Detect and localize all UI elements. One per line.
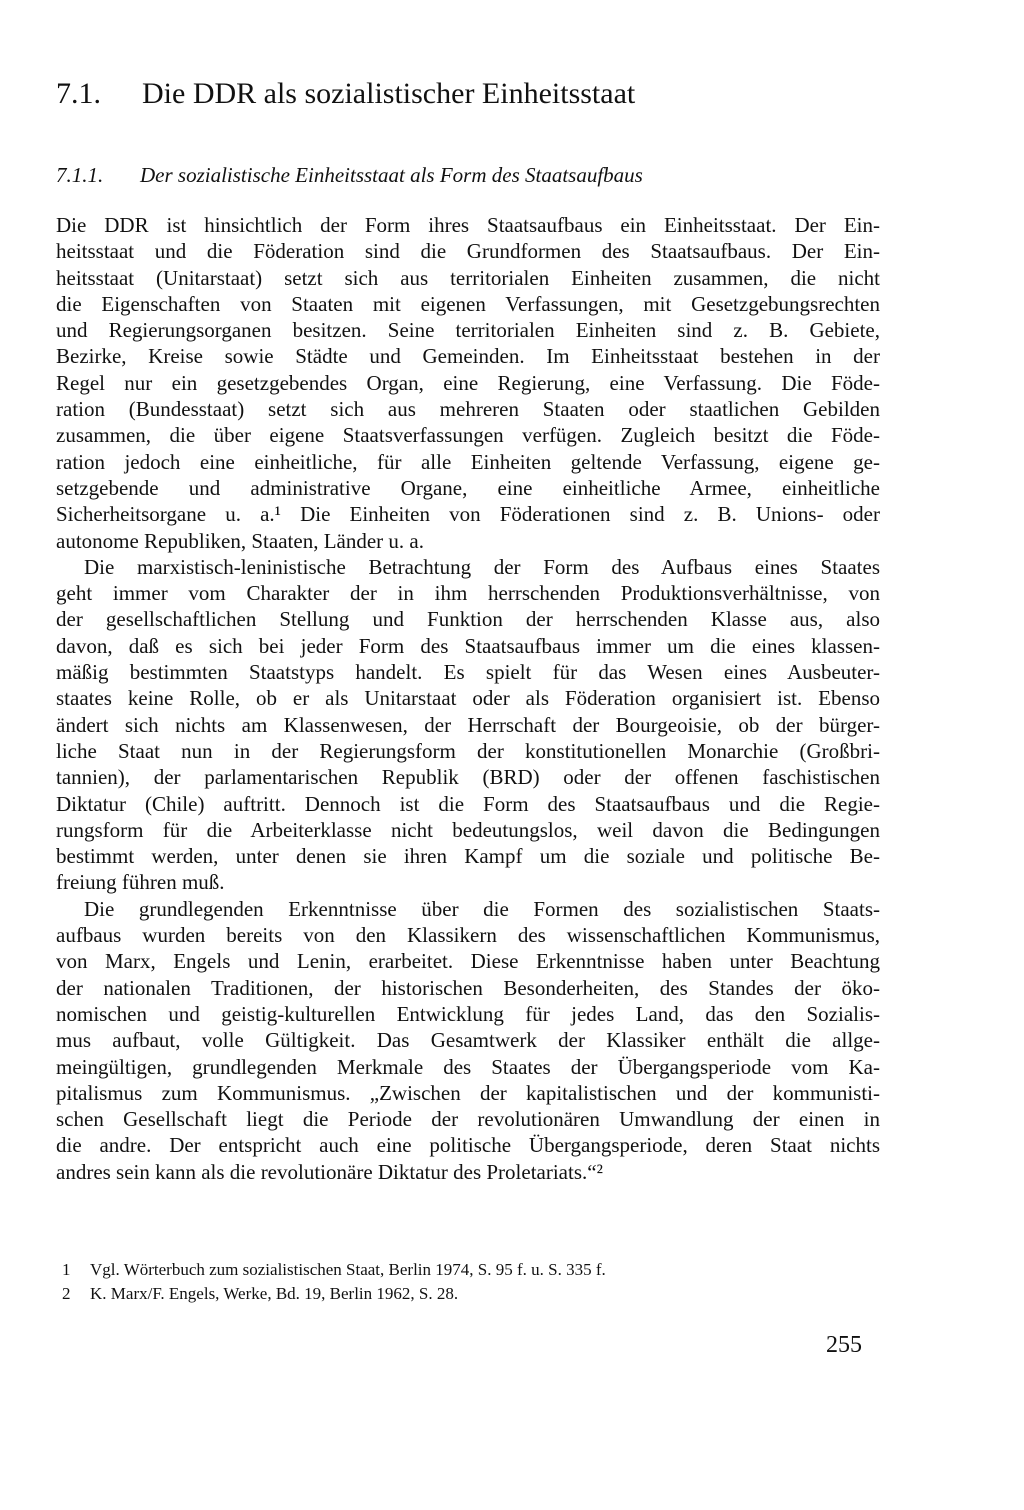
text-line: die Eigenschaften von Staaten mit eigenen Verfassungen, mit Gesetzgebungsrechten [56,291,880,316]
subsection-heading [56,160,643,190]
text-line: Die grundlegenden Erkenntnisse über die Formen des sozialistischen Staats- [84,896,880,921]
footnote [62,1258,606,1282]
text-line: ration jedoch eine einheitliche, für alle Einheiten geltende Verfassung, eigene ge- [56,449,880,474]
text-line: ändert sich nichts am Klassenwesen, der Herrschaft der Bourgeoisie, ob der bürger- [56,712,880,737]
text-line: staates keine Rolle, ob er als Unitarstaat oder als Föderation organisiert ist. Ebenso [56,686,880,711]
text-line: liche Staat nun in der Regierungsform der konstitutionellen Monarchie (Großbri- [56,738,880,763]
footnote-text: Vgl. Wörterbuch zum sozialistischen Staat, Berlin 1974, S. 95 f. u. S. 335 f. [90,1260,606,1279]
text-line: Die DDR ist hinsichtlich der Form ihres Staatsaufbaus ein Einheitsstaat. Der Ein- [56,213,880,237]
section-number: 7.1. [56,77,101,110]
paragraph [56,554,880,896]
text-line: freiung führen muß. [56,870,225,895]
footnote [62,1282,606,1306]
body-text [56,212,880,1185]
text-line: und Regierungsorganen besitzen. Seine territorialen Einheiten sind z. B. Gebiete, [56,318,880,343]
text-line: pitalismus zum Kommunismus. „Zwischen der kapitalistischen und der kommunisti- [56,1080,880,1105]
text-line: der nationalen Traditionen, der historischen Besonderheiten, des Standes der öko- [56,975,880,1000]
footnote-number: 1 [62,1260,71,1279]
text-line: Die marxistisch-leninistische Betrachtung der Form des Aufbaus eines Staates [84,554,880,579]
text-line: setzgebende und administrative Organe, eine einheitliche Armee, einheitliche [56,475,880,500]
text-line: von Marx, Engels und Lenin, erarbeitet. Diese Erkenntnisse haben unter Beachtung [56,949,880,974]
text-line: Bezirke, Kreise sowie Städte und Gemeinden. Im Einheitsstaat bestehen in der [56,344,880,369]
text-line: ration (Bundesstaat) setzt sich aus mehreren Staaten oder staatlichen Gebilden [56,397,880,422]
text-line: bestimmt werden, unter denen sie ihren Kampf um die soziale und politische Be- [56,844,880,869]
text-line: nomischen und geistig-kulturellen Entwicklung für jedes Land, das den Sozialis- [56,1001,880,1026]
footnote-number: 2 [62,1284,71,1303]
text-line: Sicherheitsorgane u. a.¹ Die Einheiten von Föderationen sind z. B. Unions- oder [56,502,880,527]
text-line: Regel nur ein gesetzgebendes Organ, eine Regierung, eine Verfassung. Die Föde- [56,370,880,395]
text-line: autonome Republiken, Staaten, Länder u. a. [56,528,424,553]
text-line: rungsform für die Arbeiterklasse nicht bedeutungslos, weil davon die Bedingungen [56,817,880,842]
text-line: mus aufbaut, volle Gültigkeit. Das Gesamtwerk der Klassiker enthält die allge- [56,1028,880,1053]
subsection-number: 7.1.1. [56,163,104,187]
paragraph [56,212,880,554]
text-line: der gesellschaftlichen Stellung und Funktion der herrschenden Klasse aus, also [56,607,880,632]
text-line: mäßig bestimmten Staatstyps handelt. Es spielt für das Wesen eines Ausbeuter- [56,660,880,685]
paragraph [56,896,880,1185]
text-line: schen Gesellschaft liegt die Periode der revolutionären Umwandlung der einen in [56,1107,880,1132]
text-line: davon, daß es sich bei jeder Form des Staatsaufbaus immer um die eines klassen- [56,633,880,658]
section-heading [56,74,635,114]
text-line: geht immer vom Charakter der in ihm herrschenden Produktionsverhältnisse, von [56,581,880,606]
text-line: heitsstaat (Unitarstaat) setzt sich aus territorialen Einheiten zusammen, die nicht [56,265,880,290]
text-line: tannien), der parlamentarischen Republik (BRD) oder der offenen faschistischen [56,765,880,790]
text-line: die andre. Der entspricht auch eine politische Übergangsperiode, deren Staat nichts [56,1133,880,1158]
page-number: 255 [826,1332,862,1358]
text-line: aufbaus wurden bereits von den Klassikern des wissenschaftlichen Kommunismus, [56,923,880,948]
section-title: Die DDR als sozialistischer Einheitsstaat [142,77,636,110]
footnotes [62,1258,606,1306]
text-line: meingültigen, grundlegenden Merkmale des Staates der Übergangsperiode vom Ka- [56,1054,880,1079]
text-line: andres sein kann als die revolutionäre Diktatur des Proletariats.“² [56,1159,603,1184]
text-line: Diktatur (Chile) auftritt. Dennoch ist die Form des Staatsaufbaus und die Regie- [56,791,880,816]
text-line: zusammen, die über eigene Staatsverfassungen verfügen. Zugleich besitzt die Föde- [56,423,880,448]
text-line: heitsstaat und die Föderation sind die Grundformen des Staatsaufbaus. Der Ein- [56,239,880,264]
footnote-text: K. Marx/F. Engels, Werke, Bd. 19, Berlin 1962, S. 28. [90,1284,459,1303]
subsection-title: Der sozialistische Einheitsstaat als Form des Staatsaufbaus [140,163,643,187]
